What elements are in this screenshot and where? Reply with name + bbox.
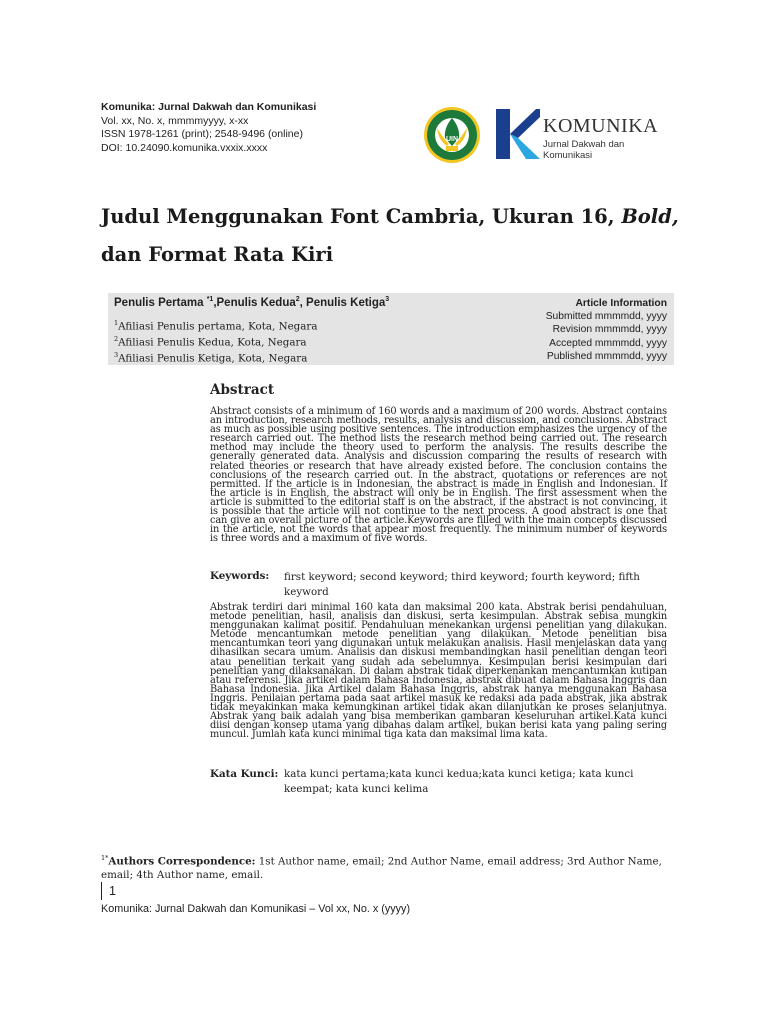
correspondence-label: Authors Correspondence:: [108, 855, 256, 868]
komunika-logo-subtitle: Jurnal Dakwah dan Komunikasi: [543, 139, 625, 161]
abstract-english: Abstract consists of a minimum of 160 words and a maximum of 200 words. Abstract contains an introduction, research methods, results, analysis and discussion, and conclusions. Abstract as much as possible using positive sentences. The introduction emphasizes the urgency of the research carried out. The method lists the research method being carried out. The research method may include the theory used to perform the analysis. The results describe the generally generated data. Analysis and discussion comparing the results of research with related theories or research that have already existed before. The conclusion contains the conclusions of the research carried out. In the abstract, quotations or references are not permitted. If the article is in Indonesian, the abstract is made in English and Indonesian. If the article is in English, the abstract will only be in English. The first assessment when the article is submitted to the editorial staff is on the abstract, if the abstract is not convincing, it is possible that the article will not continue to the next process. A good abstract is one that can give an overall picture of the article.Keywords are filled with the main concepts discussed in the article, not the words that appear most frequently. The minimum number of keywords is three words and a maximum of five words.: [210, 406, 667, 545]
abstract-heading: Abstract: [210, 382, 275, 398]
article-info-heading: Article Information: [575, 298, 667, 309]
correspondence-sup: 1*: [101, 854, 109, 862]
title-italic-text: Bold,: [621, 205, 679, 228]
journal-doi: DOI: 10.24090.komunika.vxxix.xxxx: [101, 141, 268, 154]
kata-kunci-text: kata kunci pertama;kata kunci kedua;kata kunci ketiga; kata kunci keempat; kata kunci kelima: [284, 768, 634, 795]
title-text-end: dan Format Rata Kiri: [101, 243, 334, 266]
journal-volume: Vol. xx, No. x, mmmmyyyy, x-xx: [101, 114, 249, 127]
affiliation-sup: 3: [114, 351, 119, 360]
page-number: 1: [109, 884, 116, 898]
affiliation-item: [114, 349, 317, 365]
uin-logo-icon: [423, 106, 481, 164]
affiliation-item: [114, 333, 317, 349]
abstract-indonesian: Abstrak terdiri dari minimal 160 kata dan maksimal 200 kata. Abstrak berisi pendahuluan, metode penelitian, hasil, analisis dan diskusi, serta kesimpulan. Abstrak sebisa mungkin menggunakan kalimat positif. Pendahuluan menekankan urgensi penelitian yang dilakukan. Metode mencantumkan metode penelitian yang dilakukan. Metode penelitian bisa mencantumkan teori yang digunakan untuk melakukan analisis. Hasil menjelaskan data yang dihasilkan secara umum. Analisis dan diskusi membandingkan hasil penelitian dengan teori atau penelitian terkait yang sudah ada sebelumnya. Kesimpulan berisi kesimpulan dari penelitian yang dilaksanakan. Di dalam abstrak tidak diperkenankan mencantumkan kutipan atau referensi. Jika artikel dalam Bahasa Indonesia, abstrak dibuat dalam Bahasa Inggris dan Bahasa Indonesia. Jika Artikel dalam Bahasa Inggris, abstrak hanya menggunakan Bahasa Inggris. Penilaian pertama pada saat artikel masuk ke redaksi ada pada abstrak, jika abstrak tidak meyakinkan maka kemungkinan artikel tidak akan dilanjutkan ke proses selanjutnya. Abstrak yang baik adalah yang bisa memberikan gambaran keseluruhan artikel.Kata kunci diisi dengan konsep utama yang dibahas dalam artikel, bukan berisi kata yang paling sering muncul. Jumlah kata kunci minimal tiga kata dan maksimal lima kata.: [210, 602, 667, 741]
page-number-divider: [101, 882, 102, 900]
author-list: [114, 296, 389, 309]
komunika-logo-word: KOMUNIKA: [543, 115, 659, 137]
revision-date: Revision mmmmdd, yyyy: [552, 324, 667, 336]
journal-name: Komunika: Jurnal Dakwah dan Komunikasi: [101, 101, 317, 113]
author-sup: *1: [206, 296, 214, 303]
author-name: , Penulis Ketiga: [299, 296, 386, 309]
author-sup: 3: [385, 296, 390, 303]
title-text: Judul Menggunakan Font Cambria, Ukuran 16,: [101, 205, 622, 228]
kata-kunci-label: Kata Kunci:: [210, 768, 279, 780]
uin-logo-text: UIN: [445, 136, 459, 143]
journal-header: [101, 101, 671, 161]
komunika-logo: [496, 109, 671, 159]
author-name: ,Penulis Kedua: [213, 296, 296, 309]
affiliation-sup: 1: [114, 319, 119, 327]
published-date: Published mmmmdd, yyyy: [546, 350, 667, 362]
affiliation-sup: 2: [114, 335, 119, 344]
paper-title: [101, 198, 681, 274]
affiliation-list: [114, 317, 317, 366]
affiliation-text: Afiliasi Penulis pertama, Kota, Negara: [118, 320, 318, 333]
komunika-mark-icon: [496, 109, 540, 159]
accepted-date: Accepted mmmmdd, yyyy: [549, 337, 667, 349]
journal-issn: ISSN 1978-1261 (print); 2548-9496 (online): [101, 128, 303, 140]
correspondence-text: 1st Author name, email; 2nd Author Name, email address; 3rd Author Name, email; 4th Author name, email.: [101, 855, 662, 882]
authors-correspondence: [101, 851, 671, 882]
keywords-text: first keyword; second keyword; third keyword; fourth keyword; fifth keyword: [284, 571, 640, 598]
keywords-label: Keywords:: [210, 570, 270, 582]
affiliation-text: Afiliasi Penulis Kedua, Kota, Negara: [118, 336, 307, 349]
author-info-box: [108, 293, 674, 365]
affiliation-text: Afiliasi Penulis Ketiga, Kota, Negara: [118, 352, 308, 365]
article-information: [546, 297, 667, 363]
author-sup: 2: [295, 296, 300, 303]
affiliation-item: [114, 317, 317, 333]
page-footer: Komunika: Jurnal Dakwah dan Komunikasi – Vol xx, No. x (yyyy): [101, 903, 411, 915]
author-name: Penulis Pertama: [114, 296, 207, 309]
submitted-date: Submitted mmmmdd, yyyy: [545, 311, 667, 323]
journal-info: [101, 101, 316, 155]
